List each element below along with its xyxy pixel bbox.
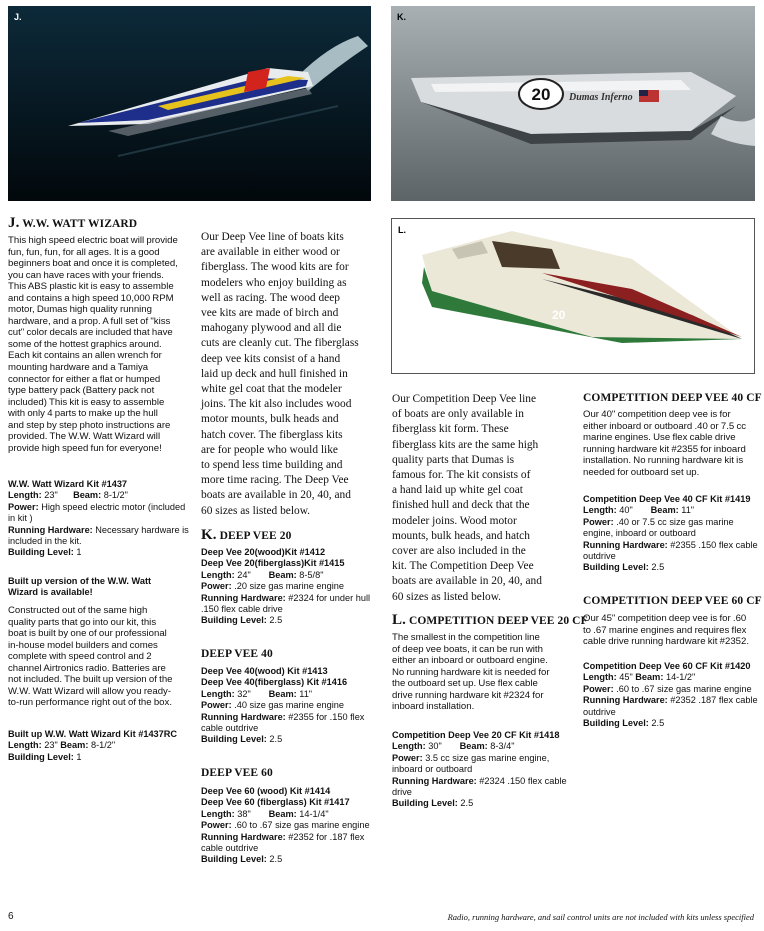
heading-letter-j: J.	[8, 215, 20, 231]
spec-deep-vee-60: Deep Vee 60 (wood) Kit #1414 Deep Vee 60 (fiberglass) Kit #1417 Length: 38" Beam: 14-1/4" Power: .60 to .67 size gas marine engine Running Hardware: #2352 for .187 flex cable outdrive Building Level: 2.5	[201, 786, 370, 865]
deep-vee-boat-image	[391, 6, 755, 201]
deep-vee-description: Our Deep Vee line of boats kits are available in either wood or fiberglass. The wood kits are for modelers who enjoy building as well as racing. The wood deep vee kits are made of birch and mahogany plywood and all die cuts are cleanly cut. The fiberglass deep vee kits consist of a hand laid up deck and hull finished in white gel coat that the modeler joins. The kit also includes wood motor mounts, bulk heads and hatch cover. The fiberglass kits are for people who would like to spend less time building and more time racing. The Deep Vee boats are available in 20, 40, and 60 sizes as listed below.	[201, 231, 359, 517]
photo-label-l: L.	[398, 225, 406, 235]
boat-k-number: 20	[531, 85, 551, 104]
watt-wizard-boat-image	[8, 6, 371, 201]
photo-j-watt-wizard	[8, 6, 371, 201]
heading-letter-k: K.	[201, 527, 217, 543]
spec-deep-vee-40: Deep Vee 40(wood) Kit #1413 Deep Vee 40(fiberglass) Kit #1416 Length: 32" Beam: 11" Power: .40 size gas marine engine Running Hardware: #2355 for .150 flex cable outdrive Building Level: 2.5	[201, 666, 365, 745]
competition-20-description: The smallest in the competition line of deep vee boats, it can be run with either an inboard or outboard engine. No running hardware kit is needed for the outboard set up. Use flex cable drive running hardware kit #2324 for inboard installation.	[392, 632, 550, 713]
photo-label-k: K.	[397, 12, 406, 22]
photo-label-j: J.	[14, 12, 22, 22]
competition-60-description: Our 45" competition deep vee is for .60 to .67 marine engines and requires flex cable drive running hardware kit #2352.	[583, 613, 749, 648]
heading-deep-vee-60: DEEP VEE 60	[201, 767, 273, 779]
spec-deep-vee-20: Deep Vee 20(wood)Kit #1412 Deep Vee 20(fiberglass)Kit #1415 Length: 24" Beam: 8-5/8" Power: .20 size gas marine engine Running Hardware: #2324 for under hull .150 flex cable drive Building Level: 2.5	[201, 547, 371, 626]
heading-letter-l: L.	[392, 612, 406, 628]
heading-deep-vee-40: DEEP VEE 40	[201, 648, 273, 660]
builtup-description: Constructed out of the same high quality parts that go into our kit, this boat is built by one of our professional in-house model builders and comes complete with speed control and 2 channel Airtronics radio. Batteries are not included. The built up version of the W.W. Watt Wizard will allow you ready- to-run performance right out of the box.	[8, 605, 173, 709]
photo-k-deep-vee	[391, 6, 755, 201]
spec-competition-60: Competition Deep Vee 60 CF Kit #1420 Length: 45" Beam: 14-1/2" Power: .60 to .67 size gas marine engine Running Hardware: #2352 .187 flex cable outdrive Building Level: 2.5	[583, 661, 758, 729]
spec-competition-20: Competition Deep Vee 20 CF Kit #1418 Length: 30" Beam: 8-3/4" Power: 3.5 cc size gas marine engine, inboard or outboard Running Hardware: #2324 .150 flex cable drive Building Level: 2.5	[392, 730, 567, 809]
boat-l-number: 20	[552, 308, 566, 322]
boat-k-script: Dumas Inferno	[569, 92, 633, 103]
competition-40-description: Our 40" competition deep vee is for either inboard or outboard .40 or 7.5 cc marine engines. Use flex cable drive running hardware kit #2355 for inboard installation. No running hardware kit is needed for outboard set up.	[583, 409, 747, 478]
spec-watt-wizard: W.W. Watt Wizard Kit #1437 Length: 23" Beam: 8-1/2" Power: High speed electric motor (included in kit ) Running Hardware: Necessary hardware is included in the kit. Building Level: 1	[8, 479, 189, 558]
builtup-heading: Built up version of the W.W. Watt Wizard is available!	[8, 576, 152, 598]
watt-wizard-description: This high speed electric boat will provide fun, fun, fun, for all ages. It is a good beginners boat and once it is completed, you can have races with your friends. This ABS plastic kit is easy to assemble and contains a high speed 10,000 RPM motor, Dumas high quality running hardware, and a prop. A full set of "kiss cut" color decals are included that have some of the hottest graphics around. Each kit contains an allen wrench for mounting hardware and a Tamiya connector for either a flat or humped type battery pack (Battery pack not included) This kit is easy to assemble with only 4 parts to make up the hull and step by step photo instructions are provided. The W.W. Watt Wizard will provide high speed fun for everyone!	[8, 235, 178, 454]
photo-l-competition-deep-vee	[391, 218, 755, 374]
heading-competition-60: COMPETITION DEEP VEE 60 CF	[583, 595, 762, 607]
competition-deep-vee-boat-image	[392, 219, 755, 374]
footer-note: Radio, running hardware, and sail control units are not included with kits unless specified	[447, 912, 754, 922]
heading-competition-40: COMPETITION DEEP VEE 40 CF	[583, 392, 762, 404]
competition-deep-vee-description: Our Competition Deep Vee line of boats are only available in fiberglass kit form. These fiberglass kits are the same high quality parts that Dumas is famous for. The kit consists of a hand laid up white gel coat finished hull and deck that the modeler joins. Wood motor mounts, bulk heads, and hatch cover are also included in the kit. The Competition Deep Vee boats are available in 20, 40, and 60 sizes as listed below.	[392, 393, 542, 603]
heading-competition-20: L. COMPETITION DEEP VEE 20 CF	[392, 612, 588, 628]
spec-competition-40: Competition Deep Vee 40 CF Kit #1419 Length: 40" Beam: 11" Power: .40 or 7.5 cc size gas marine engine, inboard or outboard Running Hardware: #2355 .150 flex cable outdrive Building Level: 2.5	[583, 494, 758, 573]
page-number: 6	[8, 911, 14, 922]
heading-watt-wizard-text: W.W. WATT WIZARD	[22, 218, 138, 230]
heading-deep-vee-20: K. DEEP VEE 20	[201, 527, 292, 543]
heading-watt-wizard	[8, 215, 137, 232]
spec-builtup-watt-wizard: Built up W.W. Watt Wizard Kit #1437RC Length: 23" Beam: 8-1/2" Building Level: 1	[8, 729, 178, 762]
